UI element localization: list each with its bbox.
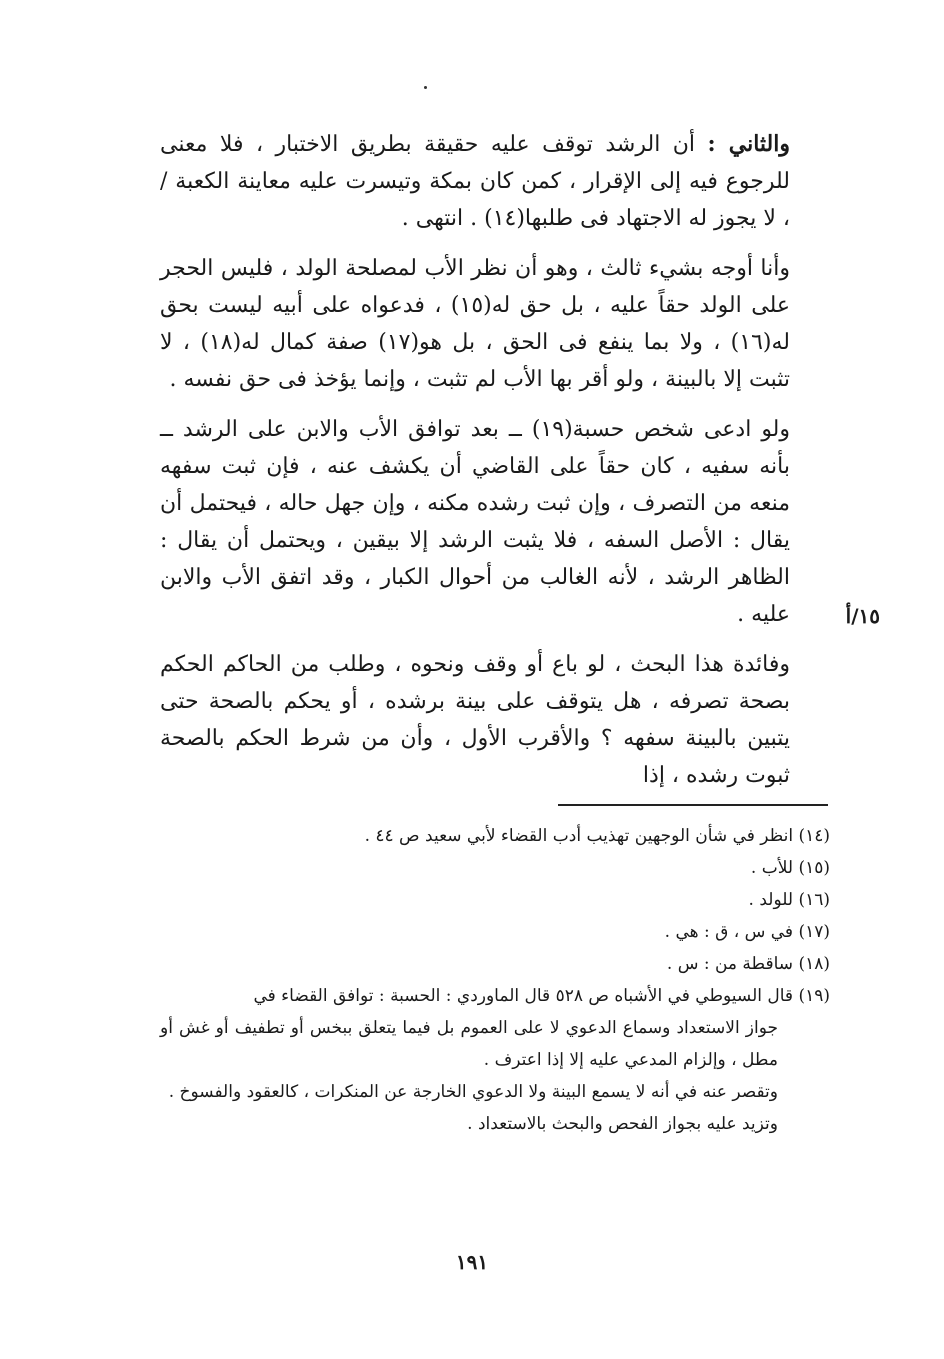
paragraph-text: ولو ادعى شخص حسبة(١٩) ــ بعد توافق الأب والابن على الرشد ــ بأنه سفيه ، كان حقاً على القاضي أن يكشف عنه ، فإن ثبت سفهه منعه من التصرف ، وإن ثبت رشده مكنه ، وإن جهل حاله ، فيحتمل أن يقال : الأصل السفه ، فلا يثبت الرشد إلا بيقين ، ويحتمل أن يقال : الظاهر الرشد ، لأنه الغالب من أحوال الكبار ، وقد اتفق الأب والابن عليه . (160, 417, 791, 627)
footnote-continuation: وتزيد عليه بجواز الفحص والبحث بالاستعداد . (467, 1114, 778, 1134)
paragraph-text: وأنا أوجه بشيء ثالث ، وهو أن نظر الأب لمصلحة الولد ، فليس الحجر على الولد حقاً عليه ، بل حق له(١٥) ، فدعواه على أبيه ليست بحق له(١٦) ، ولا بما ينفع فى الحق ، بل هو(١٧) صفة كمال له(١٨) ، لا تثبت إلا بالبينة ، ولو أقر بها الأب لم تثبت ، وإنما يؤخذ فى حق نفسه . (160, 256, 790, 392)
paragraph-lead: والثاني : (707, 131, 790, 157)
paragraph (160, 126, 790, 237)
footnote: (١٧) في س ، ق : هي . (664, 922, 830, 942)
paragraph (160, 250, 790, 398)
footnote: (١٥) للأب . (750, 858, 830, 878)
paragraph-text: وفائدة هذا البحث ، لو باع أو وقف ونحوه ، وطلب من الحاكم الحكم بصحة تصرفه ، هل يتوقف على بينة برشده ، أو يحكم بالصحة حتى يتبين بالبينة سفهه ؟ والأقرب الأول ، وأن من شرط الحكم بالصحة ثبوت رشده ، إذا (160, 652, 790, 788)
footnote-separator (558, 804, 828, 806)
paragraph (160, 411, 790, 633)
page-number: ١٩١ (455, 1250, 489, 1274)
footnote: (١٨) ساقطة من : س . (666, 954, 830, 974)
footnote-continuation: جواز الاستعداد وسماع الدعوي لا على العموم بل فيما يتعلق ببخس أو تطفيف أو غش أو مطل ، وإلزام المدعي عليه إلا إذا اعترف . (160, 1018, 778, 1070)
page-mark (424, 86, 427, 89)
paragraph (160, 646, 790, 794)
footnote: (١٤) انظر في شأن الوجهين تهذيب أدب القضاء لأبي سعيد ص ٤٤ . (364, 826, 830, 846)
footnotes (160, 820, 830, 1140)
footnote: (١٦) للولد . (748, 890, 830, 910)
footnote: (١٩) قال السيوطي في الأشباه ص ٥٢٨ قال الماوردي : الحسبة : توافق القضاء في (253, 986, 830, 1006)
manuscript-folio-note: ١٥/أ (845, 604, 880, 628)
paragraph-text: أن الرشد توقف عليه حقيقة بطريق الاختبار ، فلا معنى للرجوع فيه إلى الإقرار ، كمن كان بمكة وتيسرت عليه معاينة الكعبة / ، لا يجوز له الاجتهاد فى طلبها(١٤) . انتهى . (160, 132, 790, 231)
footnote-continuation: وتقصر عنه في أنه لا يسمع البينة ولا الدعوي الخارجة عن المنكرات ، كالعقود والفسوخ . (168, 1082, 778, 1102)
main-text (160, 126, 790, 807)
